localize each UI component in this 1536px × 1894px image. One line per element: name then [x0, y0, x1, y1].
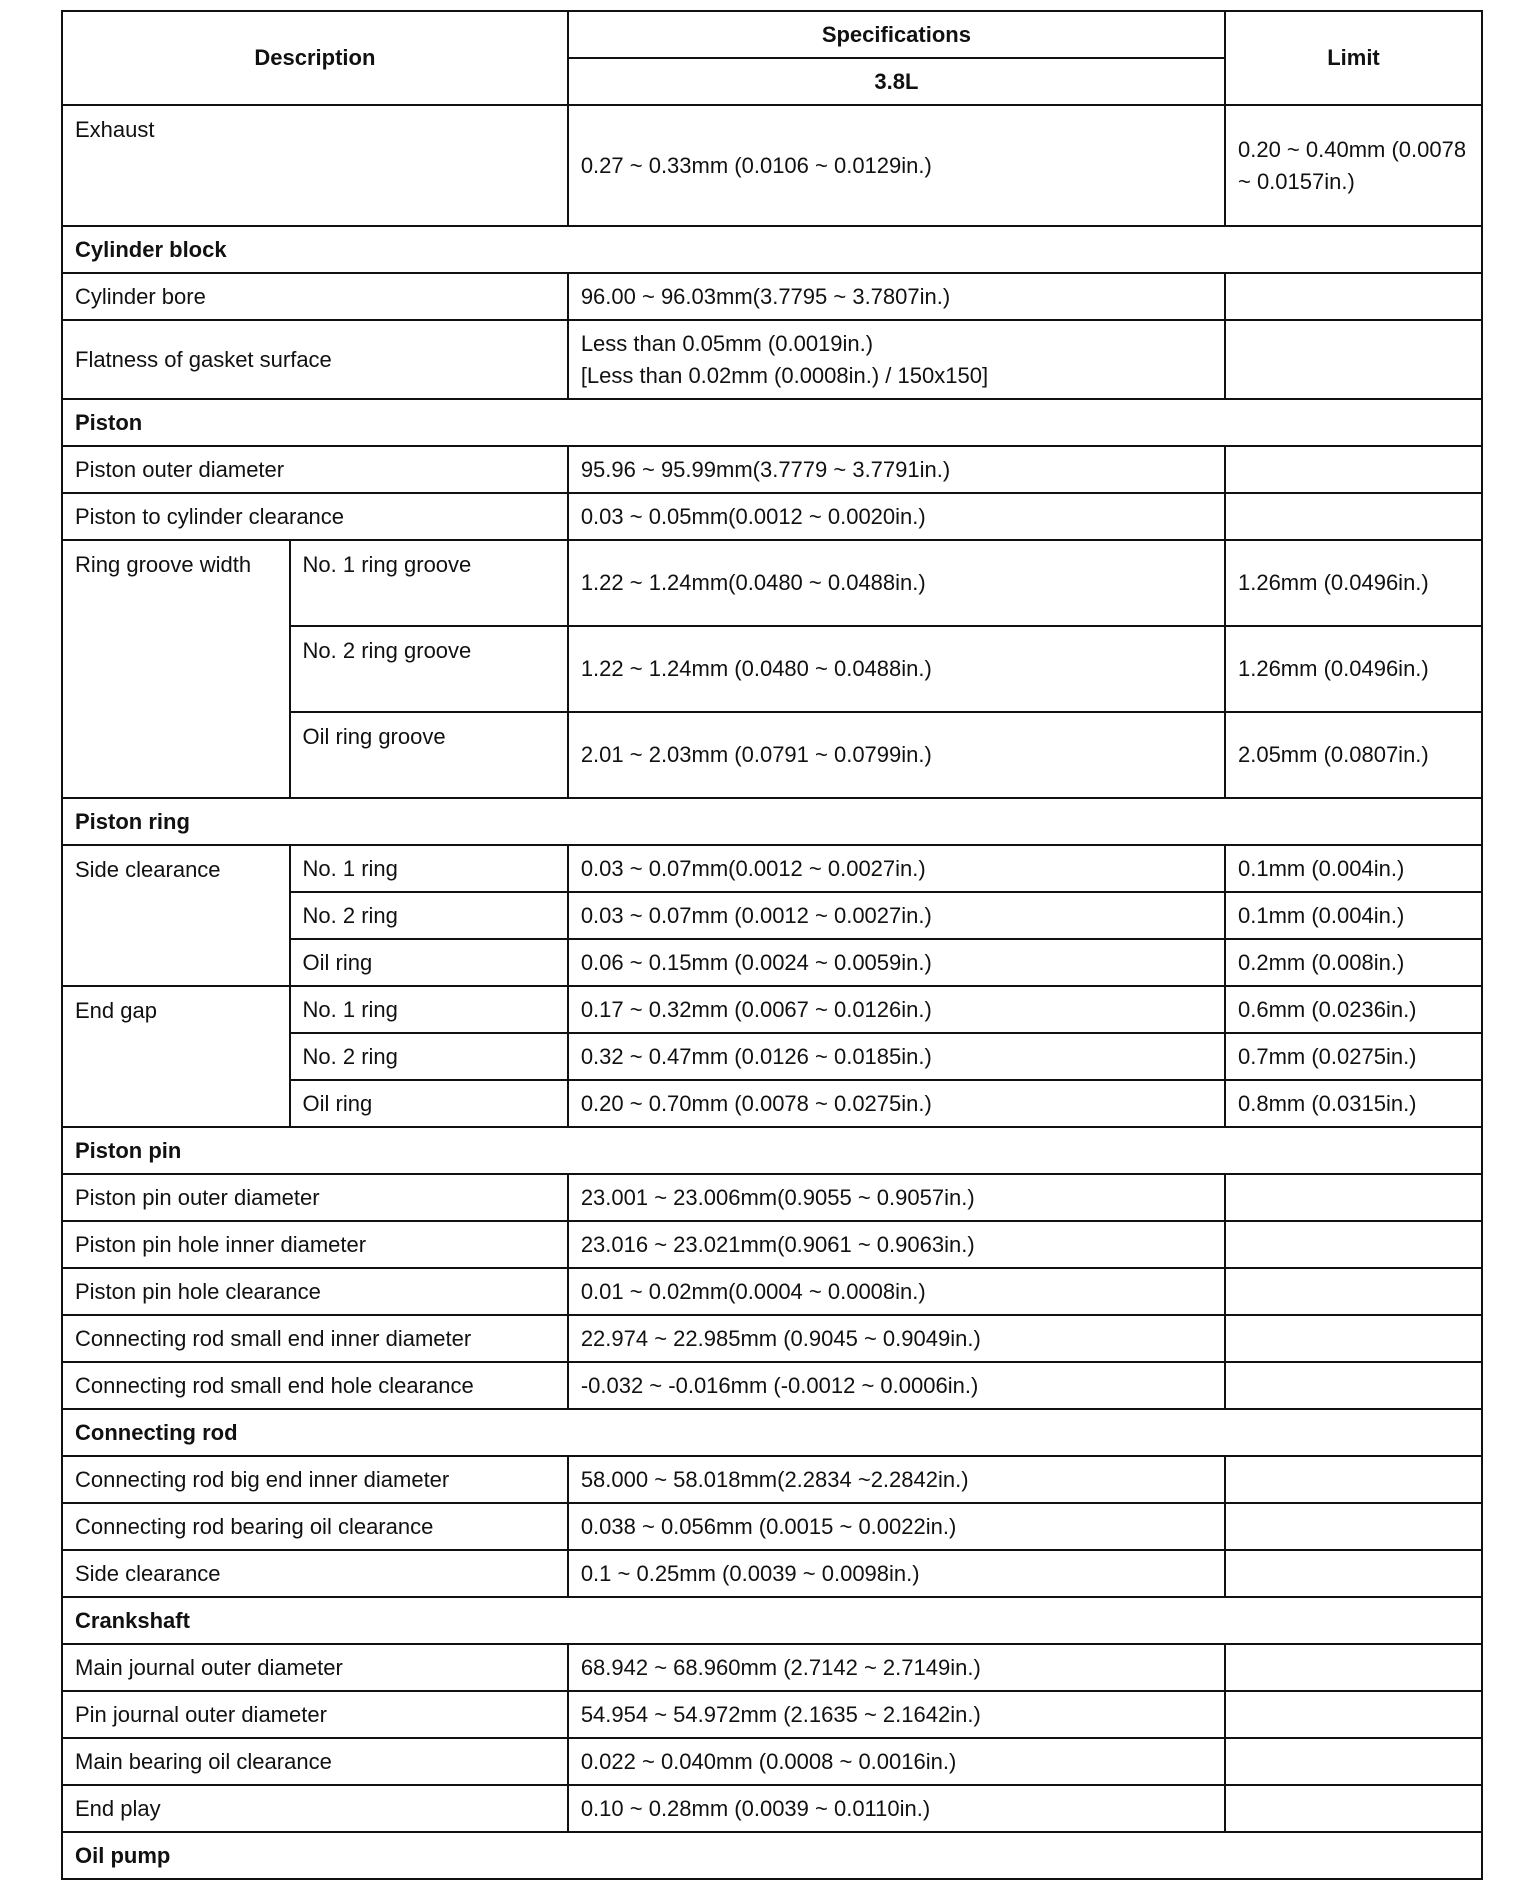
spec-cell: 0.01 ~ 0.02mm(0.0004 ~ 0.0008in.)	[568, 1268, 1225, 1315]
description-cell: Main bearing oil clearance	[62, 1738, 568, 1785]
table-row	[62, 845, 1482, 892]
spec-cell: 2.01 ~ 2.03mm (0.0791 ~ 0.0799in.)	[568, 712, 1225, 798]
limit-cell	[1225, 493, 1482, 540]
limit-cell	[1225, 1362, 1482, 1409]
spec-cell: 0.17 ~ 0.32mm (0.0067 ~ 0.0126in.)	[568, 986, 1225, 1033]
description-cell: Connecting rod small end hole clearance	[62, 1362, 568, 1409]
spec-cell: 0.06 ~ 0.15mm (0.0024 ~ 0.0059in.)	[568, 939, 1225, 986]
limit-cell: 0.8mm (0.0315in.)	[1225, 1080, 1482, 1127]
description-cell: Piston pin hole clearance	[62, 1268, 568, 1315]
spec-cell: 23.016 ~ 23.021mm(0.9061 ~ 0.9063in.)	[568, 1221, 1225, 1268]
table-row	[62, 1268, 1482, 1315]
limit-cell	[1225, 1644, 1482, 1691]
sub-description-cell: No. 2 ring	[290, 1033, 568, 1080]
spec-cell: 0.03 ~ 0.05mm(0.0012 ~ 0.0020in.)	[568, 493, 1225, 540]
limit-cell: 0.1mm (0.004in.)	[1225, 892, 1482, 939]
section-title: Connecting rod	[62, 1409, 1482, 1456]
table-row	[62, 1456, 1482, 1503]
table-row	[62, 1738, 1482, 1785]
table-row	[62, 540, 1482, 626]
table-row	[62, 273, 1482, 320]
description-cell: Connecting rod small end inner diameter	[62, 1315, 568, 1362]
sub-description-cell: No. 1 ring	[290, 986, 568, 1033]
sub-description-cell: Oil ring	[290, 939, 568, 986]
section-title: Piston	[62, 399, 1482, 446]
limit-cell	[1225, 1174, 1482, 1221]
header-engine: 3.8L	[568, 58, 1225, 105]
spec-cell: 58.000 ~ 58.018mm(2.2834 ~2.2842in.)	[568, 1456, 1225, 1503]
spec-cell: 68.942 ~ 68.960mm (2.7142 ~ 2.7149in.)	[568, 1644, 1225, 1691]
section-row	[62, 1832, 1482, 1879]
description-cell: Cylinder bore	[62, 273, 568, 320]
sub-description-cell: No. 1 ring	[290, 845, 568, 892]
description-cell: Flatness of gasket surface	[62, 320, 568, 399]
spec-cell: Less than 0.05mm (0.0019in.) [Less than 0.02mm (0.0008in.) / 150x150]	[568, 320, 1225, 399]
spec-cell: 23.001 ~ 23.006mm(0.9055 ~ 0.9057in.)	[568, 1174, 1225, 1221]
table-row	[62, 986, 1482, 1033]
section-row	[62, 399, 1482, 446]
table-row	[62, 1315, 1482, 1362]
limit-cell	[1225, 1268, 1482, 1315]
spec-cell: 1.22 ~ 1.24mm (0.0480 ~ 0.0488in.)	[568, 626, 1225, 712]
description-cell: Piston to cylinder clearance	[62, 493, 568, 540]
sub-description-cell: Oil ring groove	[290, 712, 568, 798]
description-cell: Exhaust	[62, 105, 568, 226]
section-title: Cylinder block	[62, 226, 1482, 273]
group-label-cell: Side clearance	[62, 845, 290, 986]
limit-cell	[1225, 446, 1482, 493]
table-row	[62, 1550, 1482, 1597]
section-title: Oil pump	[62, 1832, 1482, 1879]
limit-cell: 0.2mm (0.008in.)	[1225, 939, 1482, 986]
spec-cell: 96.00 ~ 96.03mm(3.7795 ~ 3.7807in.)	[568, 273, 1225, 320]
limit-cell: 0.20 ~ 0.40mm (0.0078 ~ 0.0157in.)	[1225, 105, 1482, 226]
limit-cell	[1225, 1221, 1482, 1268]
section-title: Piston ring	[62, 798, 1482, 845]
table-row	[62, 1785, 1482, 1832]
spec-cell: 0.32 ~ 0.47mm (0.0126 ~ 0.0185in.)	[568, 1033, 1225, 1080]
spec-cell: 0.20 ~ 0.70mm (0.0078 ~ 0.0275in.)	[568, 1080, 1225, 1127]
spec-cell: 54.954 ~ 54.972mm (2.1635 ~ 2.1642in.)	[568, 1691, 1225, 1738]
group-label-cell: End gap	[62, 986, 290, 1127]
section-row	[62, 1127, 1482, 1174]
limit-cell	[1225, 273, 1482, 320]
description-cell: End play	[62, 1785, 568, 1832]
table-row	[62, 1644, 1482, 1691]
limit-cell: 0.7mm (0.0275in.)	[1225, 1033, 1482, 1080]
table-row	[62, 1503, 1482, 1550]
group-label-cell: Ring groove width	[62, 540, 290, 798]
spec-cell: 0.27 ~ 0.33mm (0.0106 ~ 0.0129in.)	[568, 105, 1225, 226]
sub-description-cell: No. 2 ring	[290, 892, 568, 939]
limit-cell: 1.26mm (0.0496in.)	[1225, 540, 1482, 626]
spec-cell: 95.96 ~ 95.99mm(3.7779 ~ 3.7791in.)	[568, 446, 1225, 493]
limit-cell: 0.6mm (0.0236in.)	[1225, 986, 1482, 1033]
limit-cell	[1225, 1315, 1482, 1362]
header-description: Description	[62, 11, 568, 105]
description-cell: Pin journal outer diameter	[62, 1691, 568, 1738]
table-row	[62, 320, 1482, 399]
description-cell: Piston pin outer diameter	[62, 1174, 568, 1221]
table-row	[62, 1362, 1482, 1409]
limit-cell: 1.26mm (0.0496in.)	[1225, 626, 1482, 712]
limit-cell	[1225, 1550, 1482, 1597]
spec-cell: -0.032 ~ -0.016mm (-0.0012 ~ 0.0006in.)	[568, 1362, 1225, 1409]
limit-cell	[1225, 320, 1482, 399]
limit-cell	[1225, 1456, 1482, 1503]
specifications-table	[61, 10, 1483, 1880]
table-row	[62, 493, 1482, 540]
spec-cell: 0.03 ~ 0.07mm(0.0012 ~ 0.0027in.)	[568, 845, 1225, 892]
table-row	[62, 1174, 1482, 1221]
section-row	[62, 798, 1482, 845]
spec-cell: 1.22 ~ 1.24mm(0.0480 ~ 0.0488in.)	[568, 540, 1225, 626]
section-title: Crankshaft	[62, 1597, 1482, 1644]
table-row	[62, 105, 1482, 226]
section-row	[62, 1409, 1482, 1456]
spec-cell: 22.974 ~ 22.985mm (0.9045 ~ 0.9049in.)	[568, 1315, 1225, 1362]
sub-description-cell: Oil ring	[290, 1080, 568, 1127]
limit-cell	[1225, 1691, 1482, 1738]
table-row	[62, 446, 1482, 493]
table-row	[62, 1691, 1482, 1738]
spec-cell: 0.022 ~ 0.040mm (0.0008 ~ 0.0016in.)	[568, 1738, 1225, 1785]
description-cell: Piston outer diameter	[62, 446, 568, 493]
table-body	[62, 105, 1482, 1879]
section-row	[62, 226, 1482, 273]
section-row	[62, 1597, 1482, 1644]
limit-cell	[1225, 1738, 1482, 1785]
limit-cell	[1225, 1785, 1482, 1832]
sub-description-cell: No. 1 ring groove	[290, 540, 568, 626]
spec-cell: 0.038 ~ 0.056mm (0.0015 ~ 0.0022in.)	[568, 1503, 1225, 1550]
description-cell: Piston pin hole inner diameter	[62, 1221, 568, 1268]
description-cell: Side clearance	[62, 1550, 568, 1597]
description-cell: Main journal outer diameter	[62, 1644, 568, 1691]
spec-cell: 0.1 ~ 0.25mm (0.0039 ~ 0.0098in.)	[568, 1550, 1225, 1597]
header-specifications: Specifications	[568, 11, 1225, 58]
sub-description-cell: No. 2 ring groove	[290, 626, 568, 712]
table-row	[62, 1221, 1482, 1268]
limit-cell: 2.05mm (0.0807in.)	[1225, 712, 1482, 798]
header-limit: Limit	[1225, 11, 1482, 105]
limit-cell	[1225, 1503, 1482, 1550]
description-cell: Connecting rod big end inner diameter	[62, 1456, 568, 1503]
section-title: Piston pin	[62, 1127, 1482, 1174]
spec-cell: 0.03 ~ 0.07mm (0.0012 ~ 0.0027in.)	[568, 892, 1225, 939]
spec-cell: 0.10 ~ 0.28mm (0.0039 ~ 0.0110in.)	[568, 1785, 1225, 1832]
description-cell: Connecting rod bearing oil clearance	[62, 1503, 568, 1550]
limit-cell: 0.1mm (0.004in.)	[1225, 845, 1482, 892]
